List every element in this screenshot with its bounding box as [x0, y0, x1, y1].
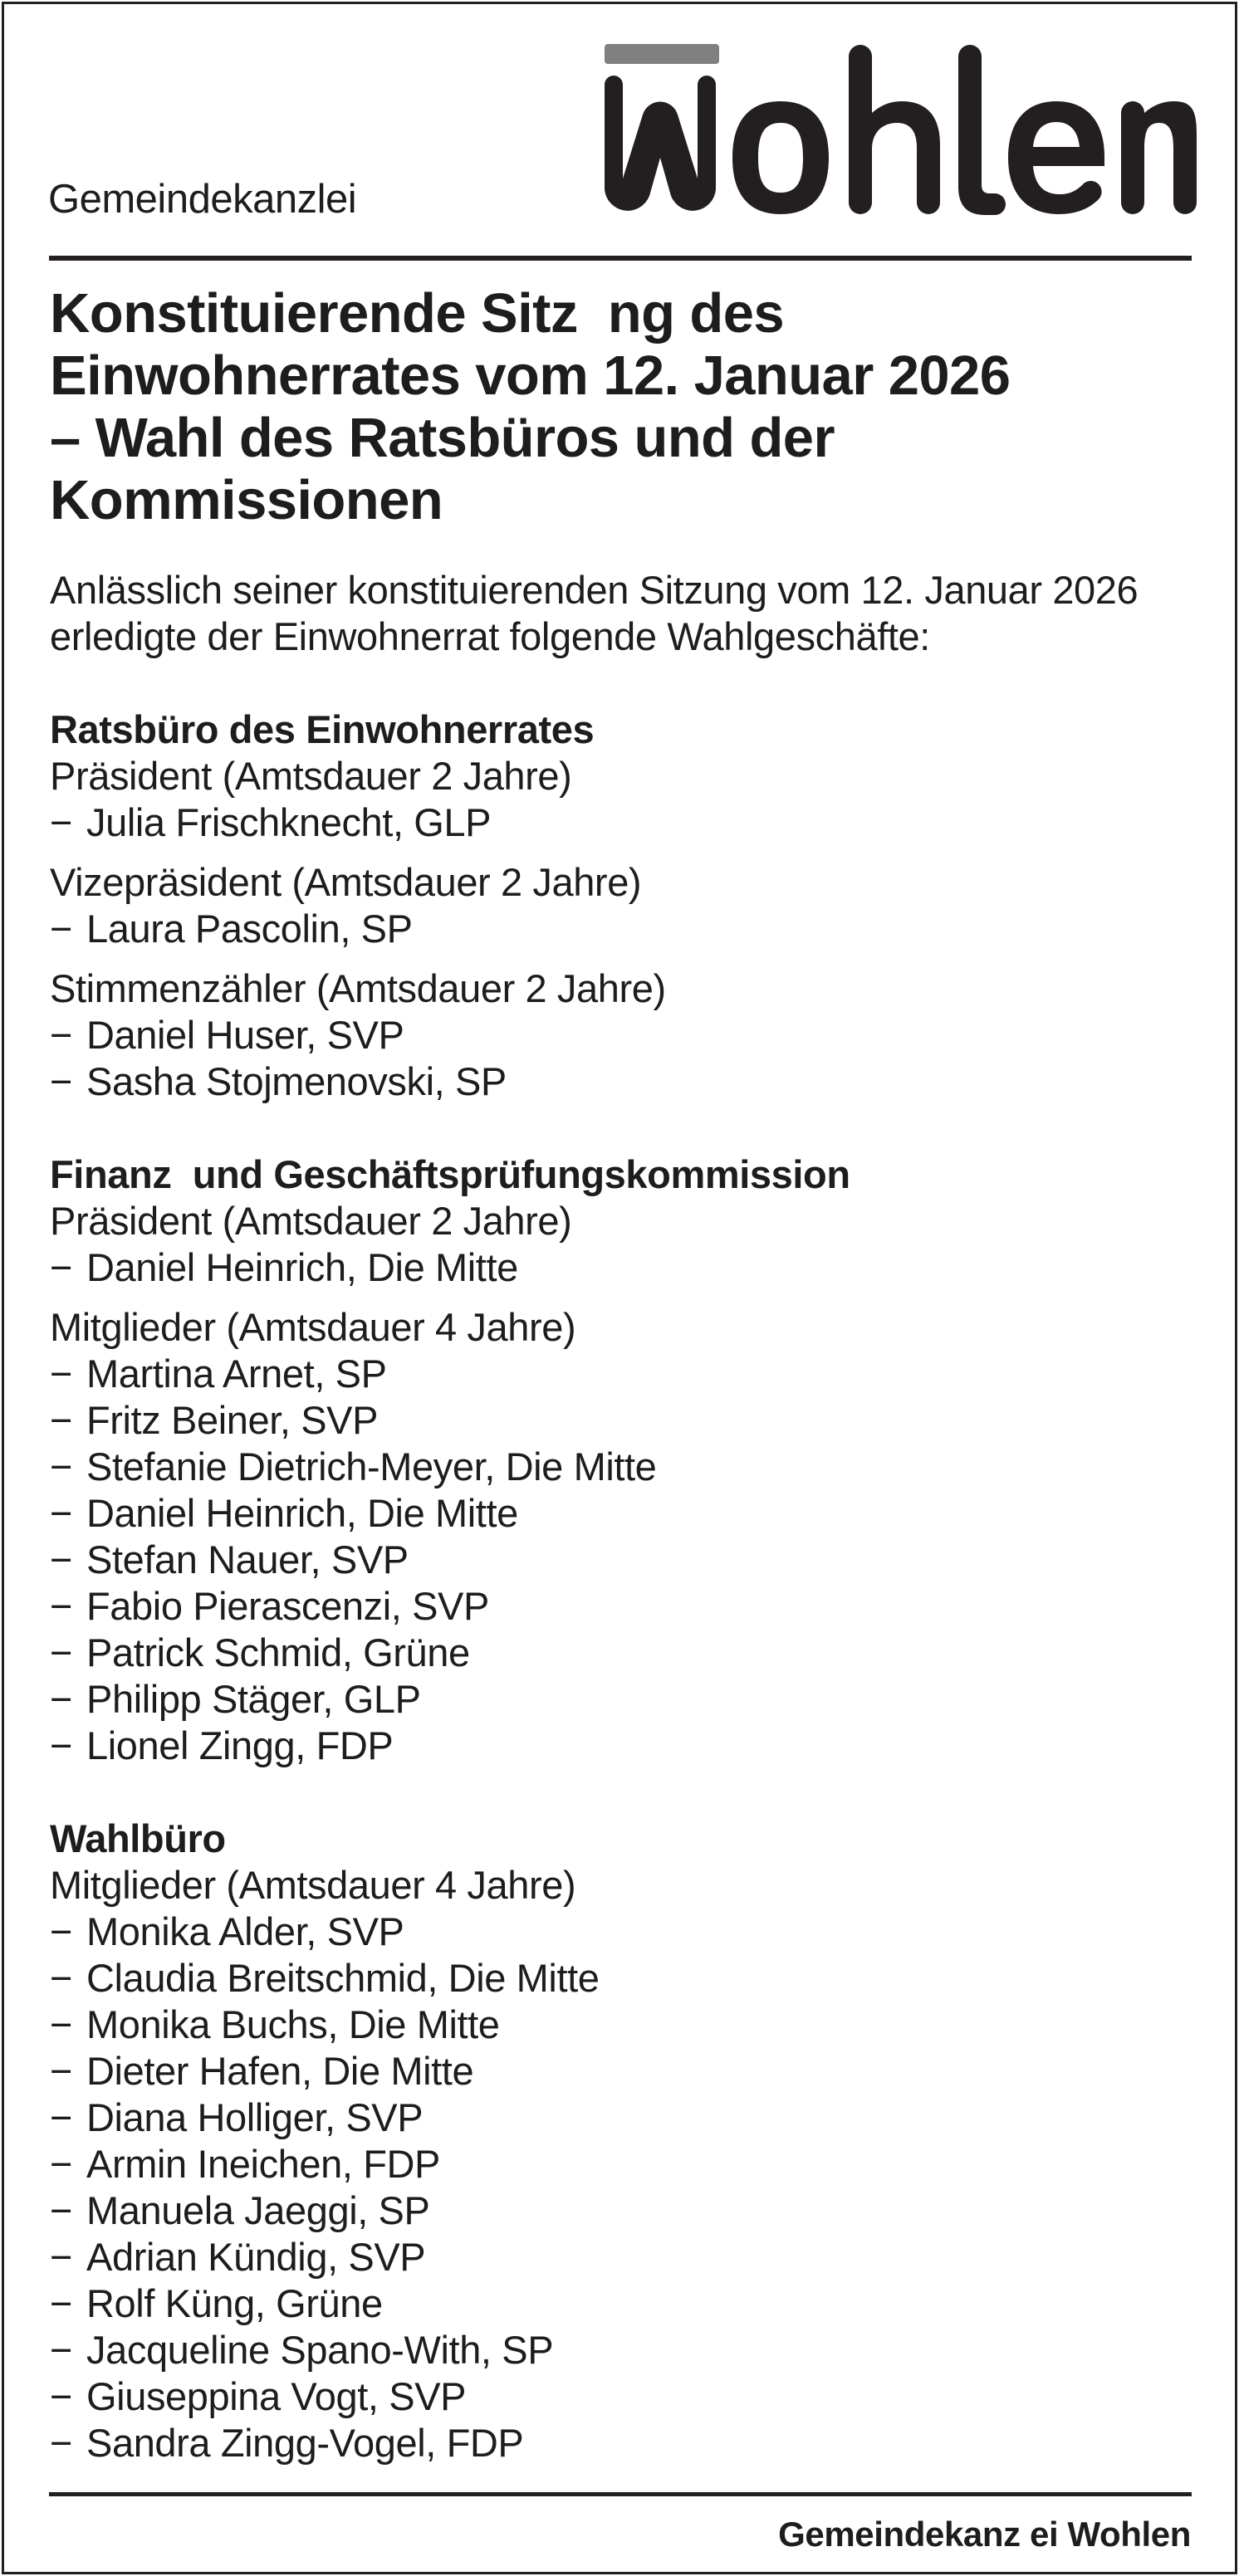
dash-marker: − [50, 800, 73, 844]
dash-marker: − [50, 2328, 73, 2372]
member-name: Rolf Küng, Grüne [86, 2281, 383, 2325]
group-praesident [50, 753, 1196, 846]
member-item [50, 2420, 1196, 2466]
member-item [50, 1723, 1196, 1769]
dash-marker: − [50, 1059, 73, 1103]
header-rule [49, 256, 1192, 261]
title-line: Konstituierende Sitz ng des [50, 282, 785, 345]
member-item [50, 2234, 1196, 2280]
logo-bar [605, 44, 719, 64]
role-label: Stimmenzähler (Amtsdauer 2 Jahre) [50, 966, 666, 1010]
dash-marker: − [50, 1491, 73, 1535]
dash-marker: − [50, 2281, 73, 2325]
notice-body [50, 567, 1196, 2466]
member-item [50, 1583, 1196, 1630]
dash-marker: − [50, 2235, 73, 2279]
office-name: Gemeindekanzlei [48, 177, 357, 222]
member-item [50, 799, 1196, 846]
member-name: Daniel Heinrich, Die Mitte [86, 1245, 518, 1289]
member-item [50, 1244, 1196, 1291]
member-name: Dieter Hafen, Die Mitte [86, 2049, 474, 2093]
title-line: Einwohnerrates vom 12. Januar 2026 [50, 345, 1011, 407]
member-item [50, 1955, 1196, 2002]
dash-marker: − [50, 1444, 73, 1488]
section-ratsbuero [50, 706, 1196, 1105]
dash-marker: − [50, 1956, 73, 2000]
footer-signature: Gemeindekanz ei Wohlen [778, 2515, 1191, 2554]
dash-marker: − [50, 2142, 73, 2186]
member-name: Patrick Schmid, Grüne [86, 1630, 470, 1674]
member-item [50, 1444, 1196, 1490]
member-name: Philipp Stäger, GLP [86, 1677, 421, 1721]
member-name: Manuela Jaeggi, SP [86, 2188, 430, 2232]
dash-marker: − [50, 1677, 73, 1721]
member-item [50, 1676, 1196, 1723]
member-name: Armin Ineichen, FDP [86, 2142, 441, 2186]
member-item [50, 2373, 1196, 2420]
member-name: Giuseppina Vogt, SVP [86, 2374, 467, 2418]
role-label: Mitglieder (Amtsdauer 4 Jahre) [50, 1863, 576, 1907]
member-name: Stefan Nauer, SVP [86, 1537, 409, 1581]
member-name: Daniel Huser, SVP [86, 1013, 404, 1057]
title-line: – Wahl des Ratsbüros und der [50, 407, 835, 469]
member-item [50, 2187, 1196, 2234]
member-name: Sandra Zingg-Vogel, FDP [86, 2421, 524, 2465]
dash-marker: − [50, 1723, 73, 1767]
member-item [50, 1351, 1196, 1397]
dash-marker: − [50, 2049, 73, 2093]
member-name: Monika Alder, SVP [86, 1909, 404, 1953]
section-fgpk [50, 1151, 1196, 1769]
member-item [50, 2280, 1196, 2327]
notice-title [50, 282, 1196, 531]
member-item [50, 1012, 1196, 1058]
dash-marker: − [50, 907, 73, 951]
dash-marker: − [50, 2421, 73, 2465]
group-praesident [50, 1198, 1196, 1291]
member-item [50, 906, 1196, 952]
member-name: Diana Holliger, SVP [86, 2095, 424, 2139]
dash-marker: − [50, 1398, 73, 1442]
member-name: Stefanie Dietrich-Meyer, Die Mitte [86, 1444, 657, 1488]
dash-marker: − [50, 1245, 73, 1289]
member-item [50, 2141, 1196, 2187]
wohlen-logo [603, 42, 1197, 218]
member-item [50, 2095, 1196, 2141]
section-wahlbuero [50, 1816, 1196, 2466]
dash-marker: − [50, 1537, 73, 1581]
member-item [50, 1490, 1196, 1537]
dash-marker: − [50, 1352, 73, 1396]
group-mitglieder [50, 1862, 1196, 2466]
member-name: Sasha Stojmenovski, SP [86, 1059, 507, 1103]
member-name: Jacqueline Spano-With, SP [86, 2328, 554, 2372]
dash-marker: − [50, 2374, 73, 2418]
intro-line: Anlässlich seiner konstituierenden Sitzung vom 12. Januar 2026 [50, 568, 1139, 612]
dash-marker: − [50, 1630, 73, 1674]
role-label: Mitglieder (Amtsdauer 4 Jahre) [50, 1305, 576, 1349]
title-line: Kommissionen [50, 469, 443, 531]
member-item [50, 2048, 1196, 2095]
member-name: Fritz Beiner, SVP [86, 1398, 379, 1442]
dash-marker: − [50, 2188, 73, 2232]
intro-line: erledigte der Einwohnerrat folgende Wahlgeschäfte: [50, 614, 930, 658]
member-name: Laura Pascolin, SP [86, 907, 413, 951]
member-name: Julia Frischknecht, GLP [86, 800, 492, 844]
dash-marker: − [50, 1909, 73, 1953]
dash-marker: − [50, 1013, 73, 1057]
role-label: Vizepräsident (Amtsdauer 2 Jahre) [50, 860, 642, 904]
dash-marker: − [50, 2095, 73, 2139]
member-name: Martina Arnet, SP [86, 1352, 387, 1396]
member-item [50, 1397, 1196, 1444]
member-name: Lionel Zingg, FDP [86, 1723, 394, 1767]
role-label: Präsident (Amtsdauer 2 Jahre) [50, 754, 572, 798]
footer-rule [49, 2492, 1192, 2496]
member-name: Fabio Pierascenzi, SVP [86, 1584, 489, 1628]
role-label: Präsident (Amtsdauer 2 Jahre) [50, 1199, 572, 1243]
member-item [50, 1630, 1196, 1676]
group-vizepraesident [50, 859, 1196, 952]
section-heading: Wahlbüro [50, 1816, 226, 1860]
intro-paragraph [50, 567, 1196, 660]
section-heading: Finanz und Geschäftsprüfungskommission [50, 1152, 850, 1196]
member-item [50, 2327, 1196, 2373]
member-item [50, 1909, 1196, 1955]
member-name: Monika Buchs, Die Mitte [86, 2002, 500, 2046]
dash-marker: − [50, 2002, 73, 2046]
member-item [50, 2002, 1196, 2048]
member-name: Claudia Breitschmid, Die Mitte [86, 1956, 600, 2000]
group-mitglieder [50, 1304, 1196, 1769]
member-item [50, 1537, 1196, 1583]
section-heading: Ratsbüro des Einwohnerrates [50, 707, 595, 751]
member-name: Adrian Kündig, SVP [86, 2235, 426, 2279]
member-item [50, 1058, 1196, 1105]
dash-marker: − [50, 1584, 73, 1628]
member-name: Daniel Heinrich, Die Mitte [86, 1491, 518, 1535]
group-stimmenzaehler [50, 965, 1196, 1105]
